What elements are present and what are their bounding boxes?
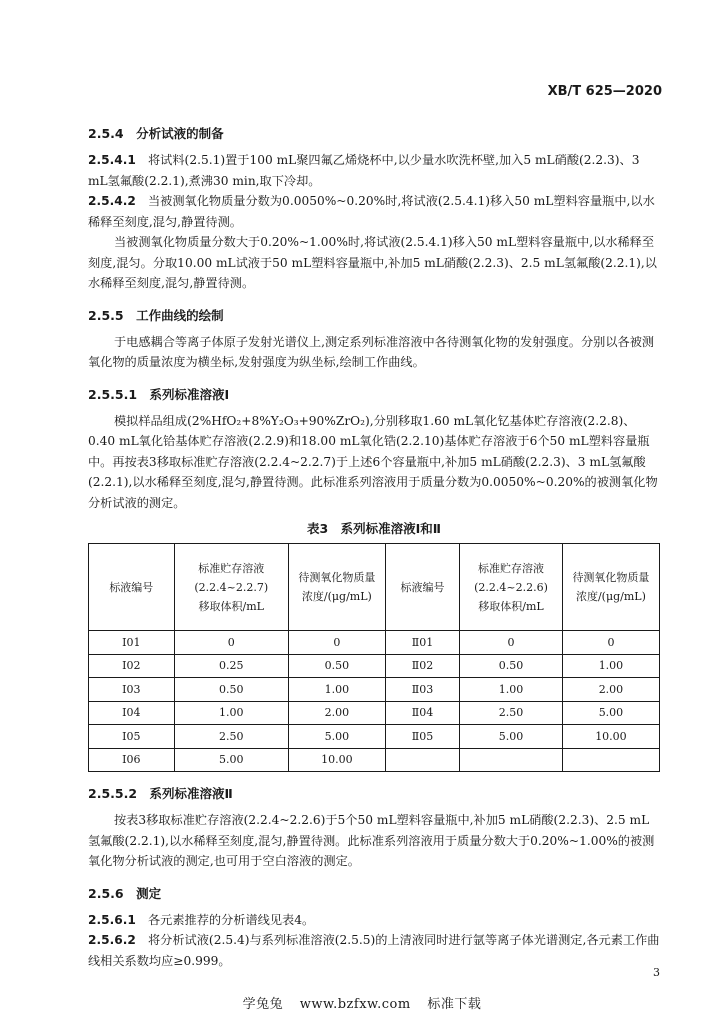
header-cell: 标准贮存溶液 (2.2.4~2.2.7) 移取体积/mL (174, 544, 288, 631)
table-cell: 10.00 (288, 748, 385, 772)
paragraph-2-5-4-2 (88, 191, 660, 232)
header-cell: 标液编号 (385, 544, 459, 631)
table-row (89, 701, 660, 725)
table-cell (385, 748, 459, 772)
clause-text: 各元素推荐的分析谱线见表4。 (135, 912, 315, 927)
paragraph-2-5-4-2-cont: 当被测氧化物质量分数大于0.20%~1.00%时,将试液(2.5.4.1)移入50 mL塑料容量瓶中,以水稀释至刻度,混匀。分取10.00 mL试液于50 mL塑料容量瓶中,补加5 mL硝酸(2.2.3)、2.5 mL氢氟酸(2.2.1),以水稀释至刻度,混匀,静置待测。 (88, 235, 657, 290)
page-number: 3 (653, 966, 660, 979)
table-cell: 0 (460, 631, 563, 655)
section-heading-2-5-5-2: 2.5.5.2 系列标准溶液Ⅱ (88, 786, 233, 801)
paragraph-2-5-5-2: 按表3移取标准贮存溶液(2.2.4~2.2.6)于5个50 mL塑料容量瓶中,补加5 mL硝酸(2.2.3)、2.5 mL氢氟酸(2.2.1),以水稀释至刻度,混匀,静置待测。此标准系列溶液用于质量分数大于0.20%~1.00%的被测氧化物分析试液的测定,也可用于空白溶液的测定。 (88, 813, 655, 868)
table-cell: 1.00 (174, 701, 288, 725)
table-cell: Ⅱ01 (385, 631, 459, 655)
table-cell: Ⅱ04 (385, 701, 459, 725)
section-heading-2-5-5: 2.5.5 工作曲线的绘制 (88, 307, 224, 323)
table-cell: 2.50 (460, 701, 563, 725)
table-cell: Ⅰ06 (89, 748, 175, 772)
table-cell: 0.50 (288, 654, 385, 678)
table-cell: 0.50 (460, 654, 563, 678)
clause-text: 将分析试液(2.5.4)与系列标准溶液(2.5.5)的上清液同时进行氩等离子体光谱测定,各元素工作曲线相关系数均应≥0.999。 (88, 933, 660, 968)
table-cell: 1.00 (288, 678, 385, 702)
header-cell: 待测氧化物质量 浓度/(μg/mL) (288, 544, 385, 631)
table-cell: 5.00 (562, 701, 659, 725)
header-cell: 标准贮存溶液 (2.2.4~2.2.6) 移取体积/mL (460, 544, 563, 631)
table-cell: 2.50 (174, 725, 288, 749)
table-cell: 5.00 (460, 725, 563, 749)
table-cell: 0.25 (174, 654, 288, 678)
paragraph-2-5-4-1 (88, 150, 660, 191)
watermark-url[interactable]: www.bzfxw.com (299, 997, 411, 1012)
table-cell: Ⅰ04 (89, 701, 175, 725)
table-header-row (89, 544, 660, 631)
table-cell: 0.50 (174, 678, 288, 702)
table-cell: Ⅱ02 (385, 654, 459, 678)
table-row (89, 725, 660, 749)
table-cell: 5.00 (288, 725, 385, 749)
standard-solution-table (88, 543, 660, 772)
clause-number: 2.5.6.1 (88, 912, 136, 927)
table-row (89, 678, 660, 702)
table-row (89, 631, 660, 655)
table-cell: 0 (562, 631, 659, 655)
standard-code: XB/T 625—2020 (547, 84, 662, 99)
table-cell: Ⅰ02 (89, 654, 175, 678)
table-caption: 表3 系列标准溶液Ⅰ和Ⅱ (306, 521, 442, 536)
header-cell: 标液编号 (89, 544, 175, 631)
table-cell: Ⅰ01 (89, 631, 175, 655)
clause-text: 将试料(2.5.1)置于100 mL聚四氟乙烯烧杯中,以少量水吹洗杯壁,加入5 mL硝酸(2.2.3)、3 mL氢氟酸(2.2.1),煮沸30 min,取下冷却。 (88, 153, 640, 188)
table-cell: 2.00 (288, 701, 385, 725)
table-cell (460, 748, 563, 772)
table-cell: 1.00 (460, 678, 563, 702)
watermark-site-name: 学兔兔 (242, 997, 284, 1012)
table-row (89, 654, 660, 678)
clause-number: 2.5.4.1 (88, 153, 136, 167)
table-cell: 2.00 (562, 678, 659, 702)
paragraph-2-5-6-2 (88, 930, 660, 971)
header-cell: 待测氧化物质量 浓度/(μg/mL) (562, 544, 659, 631)
section-heading-2-5-4: 2.5.4 分析试液的制备 (88, 126, 224, 141)
watermark (0, 993, 724, 1012)
table-cell: Ⅰ03 (89, 678, 175, 702)
table-cell: 1.00 (562, 654, 659, 678)
table-cell: Ⅰ05 (89, 725, 175, 749)
table-row (89, 748, 660, 772)
table-cell: 5.00 (174, 748, 288, 772)
table-cell: 10.00 (562, 725, 659, 749)
paragraph-2-5-6-1 (88, 910, 660, 931)
watermark-tagline: 标准下载 (427, 997, 482, 1012)
clause-text: 当被测氧化物质量分数为0.0050%~0.20%时,将试液(2.5.4.1)移入50 mL塑料容量瓶中,以水稀释至刻度,混匀,静置待测。 (88, 194, 655, 229)
section-heading-2-5-5-1: 2.5.5.1 系列标准溶液Ⅰ (88, 386, 230, 402)
paragraph-2-5-5: 于电感耦合等离子体原子发射光谱仪上,测定系列标准溶液中各待测氧化物的发射强度。分别以各被测氧化物的质量浓度为横坐标,发射强度为纵坐标,绘制工作曲线。 (88, 334, 655, 369)
table-cell: 0 (174, 631, 288, 655)
table-cell: Ⅱ03 (385, 678, 459, 702)
table-cell: 0 (288, 631, 385, 655)
clause-number: 2.5.6.2 (88, 933, 136, 947)
table-cell (562, 748, 659, 772)
paragraph-2-5-5-1: 模拟样品组成(2%HfO₂+8%Y₂O₃+90%ZrO₂),分别移取1.60 mL氧化钇基体贮存溶液(2.2.8)、0.40 mL氧化铪基体贮存溶液(2.2.9)和18.00 mL氧化锆(2.2.10)基体贮存溶液于6个50 mL塑料容量瓶中。再按表3移取标准贮存溶液(2.2.4~2.2.7)于上述6个容量瓶中,补加5 mL硝酸(2.2.3)、3 mL氢氟酸(2.2.1),以水稀释至刻度,混匀,静置待测。此标准系列溶液用于质量分数为0.0050%~0.20%的被测氧化物分析试液的测定。 (88, 413, 658, 510)
section-heading-2-5-6: 2.5.6 测定 (88, 885, 162, 901)
clause-number: 2.5.4.2 (88, 194, 136, 208)
table-cell: Ⅱ05 (385, 725, 459, 749)
document-body (88, 124, 660, 971)
